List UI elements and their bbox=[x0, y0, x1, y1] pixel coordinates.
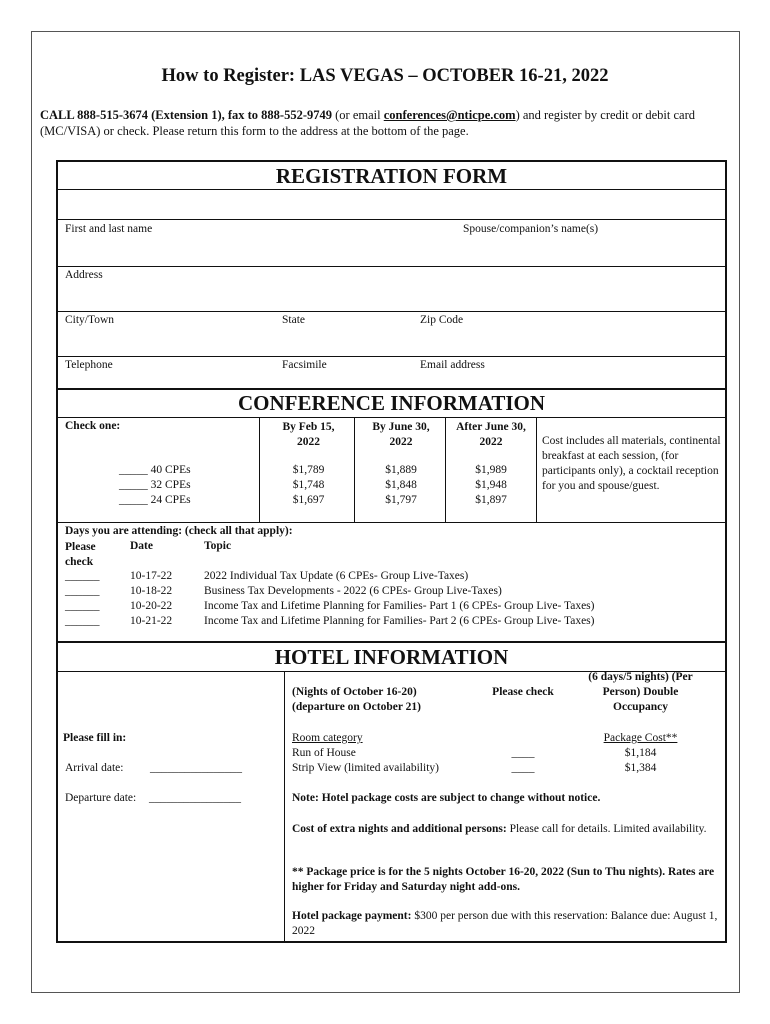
payment-note bbox=[292, 909, 722, 939]
day-check-blank[interactable]: ______ bbox=[65, 615, 100, 627]
room-check-blank[interactable]: ____ bbox=[511, 747, 535, 759]
email-field-label: Email address bbox=[420, 359, 485, 371]
telephone-field-label: Telephone bbox=[65, 359, 113, 371]
price-column-header: After June 30, 2022 bbox=[456, 421, 526, 448]
day-topic: 2022 Individual Tax Update (6 CPEs- Group Live-Taxes) bbox=[204, 570, 469, 582]
room-check-blank[interactable]: ____ bbox=[511, 762, 535, 774]
address-field-label: Address bbox=[65, 269, 103, 281]
address-input-area[interactable] bbox=[60, 284, 723, 310]
intro-paragraph bbox=[40, 107, 730, 139]
page-title: How to Register: LAS VEGAS – OCTOBER 16-21, 2022 bbox=[161, 66, 609, 86]
day-check-blank[interactable]: ______ bbox=[65, 570, 100, 582]
days-attending-heading: Days you are attending: (check all that apply): bbox=[65, 525, 293, 537]
date-header: Date bbox=[130, 540, 153, 552]
day-check-blank[interactable]: ______ bbox=[65, 585, 100, 597]
registration-form bbox=[56, 160, 727, 943]
please-check-header: Please check bbox=[492, 686, 554, 698]
divider bbox=[58, 189, 725, 190]
topic-header: Topic bbox=[204, 540, 232, 552]
price-column-header: By Feb 15, 2022 bbox=[282, 421, 335, 448]
email-link[interactable]: conferences@nticpe.com bbox=[383, 108, 516, 122]
nights-line-1: (Nights of October 16-20) bbox=[292, 686, 417, 698]
registration-form-title: REGISTRATION FORM bbox=[275, 164, 508, 188]
room-price: $1,384 bbox=[624, 762, 657, 774]
state-field-label: State bbox=[282, 314, 305, 326]
extra-nights-label: Cost of extra nights and additional persons: bbox=[292, 823, 507, 835]
spouse-field-label: Spouse/companion’s name(s) bbox=[463, 223, 599, 235]
arrival-date-label: Arrival date: bbox=[65, 762, 124, 774]
day-topic: Income Tax and Lifetime Planning for Families- Part 2 (6 CPEs- Group Live- Taxes) bbox=[204, 615, 595, 627]
column-divider bbox=[354, 417, 355, 522]
price-cell: $1,889 bbox=[385, 464, 417, 476]
day-check-blank[interactable]: ______ bbox=[65, 600, 100, 612]
price-cell: $1,948 bbox=[475, 479, 507, 491]
divider bbox=[58, 219, 725, 220]
cost-includes-note: Cost includes all materials, continental breakfast at each session, (for participants only), a cocktail reception for you and spouse/guest. bbox=[542, 435, 721, 492]
column-divider bbox=[445, 417, 446, 522]
divider bbox=[58, 266, 725, 267]
please-fill-in-label: Please fill in: bbox=[63, 732, 127, 744]
intro-rest: ) and register by credit or debit card (MC/VISA) or check. Please return this form to the address at the bottom of the page. bbox=[40, 108, 696, 138]
price-cell: $1,897 bbox=[475, 494, 507, 506]
cpe-option-32[interactable]: _____ 32 CPEs bbox=[119, 479, 191, 491]
price-cell: $1,748 bbox=[292, 479, 325, 491]
city-state-zip-input-area[interactable] bbox=[60, 329, 723, 355]
departure-date-blank[interactable]: ________________ bbox=[149, 792, 241, 804]
room-name: Strip View (limited availability) bbox=[292, 762, 439, 774]
arrival-date-blank[interactable]: ________________ bbox=[150, 762, 242, 774]
divider bbox=[58, 522, 725, 523]
divider bbox=[58, 311, 725, 312]
contact-input-area[interactable] bbox=[60, 374, 723, 387]
departure-date-label: Departure date: bbox=[65, 792, 137, 804]
day-date: 10-21-22 bbox=[130, 615, 173, 627]
zip-field-label: Zip Code bbox=[420, 314, 464, 326]
day-date: 10-20-22 bbox=[130, 600, 173, 612]
day-topic: Business Tax Developments - 2022 (6 CPEs- Group Live-Taxes) bbox=[204, 585, 502, 597]
cpe-option-24[interactable]: _____ 24 CPEs bbox=[119, 494, 191, 506]
column-divider bbox=[284, 671, 285, 941]
price-cell: $1,789 bbox=[292, 464, 325, 476]
check-one-label: Check one: bbox=[65, 420, 121, 432]
price-change-note: Note: Hotel package costs are subject to change without notice. bbox=[292, 792, 601, 804]
column-divider bbox=[259, 417, 260, 522]
section-divider bbox=[58, 641, 725, 643]
price-cell: $1,989 bbox=[475, 464, 507, 476]
price-column-header: By June 30, 2022 bbox=[372, 421, 430, 448]
divider bbox=[58, 356, 725, 357]
room-category-header: Room category bbox=[292, 732, 363, 744]
section-divider bbox=[58, 388, 725, 390]
divider bbox=[58, 417, 725, 418]
package-header: (6 days/5 nights) (Per Person) Double Occupancy bbox=[588, 671, 693, 713]
package-price-note: ** Package price is for the 5 nights October 16-20, 2022 (Sun to Thu nights). Rates are higher for Friday and Saturday night add-ons. bbox=[292, 866, 715, 893]
room-price: $1,184 bbox=[624, 747, 657, 759]
nights-line-2: (departure on October 21) bbox=[292, 701, 421, 713]
price-cell: $1,797 bbox=[385, 494, 417, 506]
day-date: 10-18-22 bbox=[130, 585, 173, 597]
hotel-info-title: HOTEL INFORMATION bbox=[274, 645, 509, 669]
room-name: Run of House bbox=[292, 747, 356, 759]
conference-info-title: CONFERENCE INFORMATION bbox=[237, 391, 546, 415]
phone-fax-text: CALL 888-515-3674 (Extension 1), fax to 888-552-9749 bbox=[40, 108, 333, 122]
name-field-label: First and last name bbox=[65, 223, 153, 235]
name-input-area[interactable] bbox=[60, 238, 723, 265]
price-cell: $1,697 bbox=[292, 494, 325, 506]
day-topic: Income Tax and Lifetime Planning for Families- Part 1 (6 CPEs- Group Live- Taxes) bbox=[204, 600, 595, 612]
fax-field-label: Facsimile bbox=[282, 359, 327, 371]
extra-nights-text: Please call for details. Limited availability. bbox=[506, 823, 707, 835]
package-cost-header: Package Cost** bbox=[603, 732, 678, 744]
cpe-option-40[interactable]: _____ 40 CPEs bbox=[119, 464, 191, 476]
payment-label: Hotel package payment: bbox=[292, 910, 412, 922]
day-date: 10-17-22 bbox=[130, 570, 173, 582]
please-check-header: Please check bbox=[65, 541, 96, 568]
payment-text: $300 per person due with this reservation: Balance due: August 1, 2022 bbox=[292, 910, 718, 937]
price-cell: $1,848 bbox=[385, 479, 417, 491]
city-field-label: City/Town bbox=[65, 314, 115, 326]
column-divider bbox=[536, 417, 537, 522]
email-prefix: (or email bbox=[332, 108, 384, 122]
extra-nights-note bbox=[292, 822, 717, 837]
